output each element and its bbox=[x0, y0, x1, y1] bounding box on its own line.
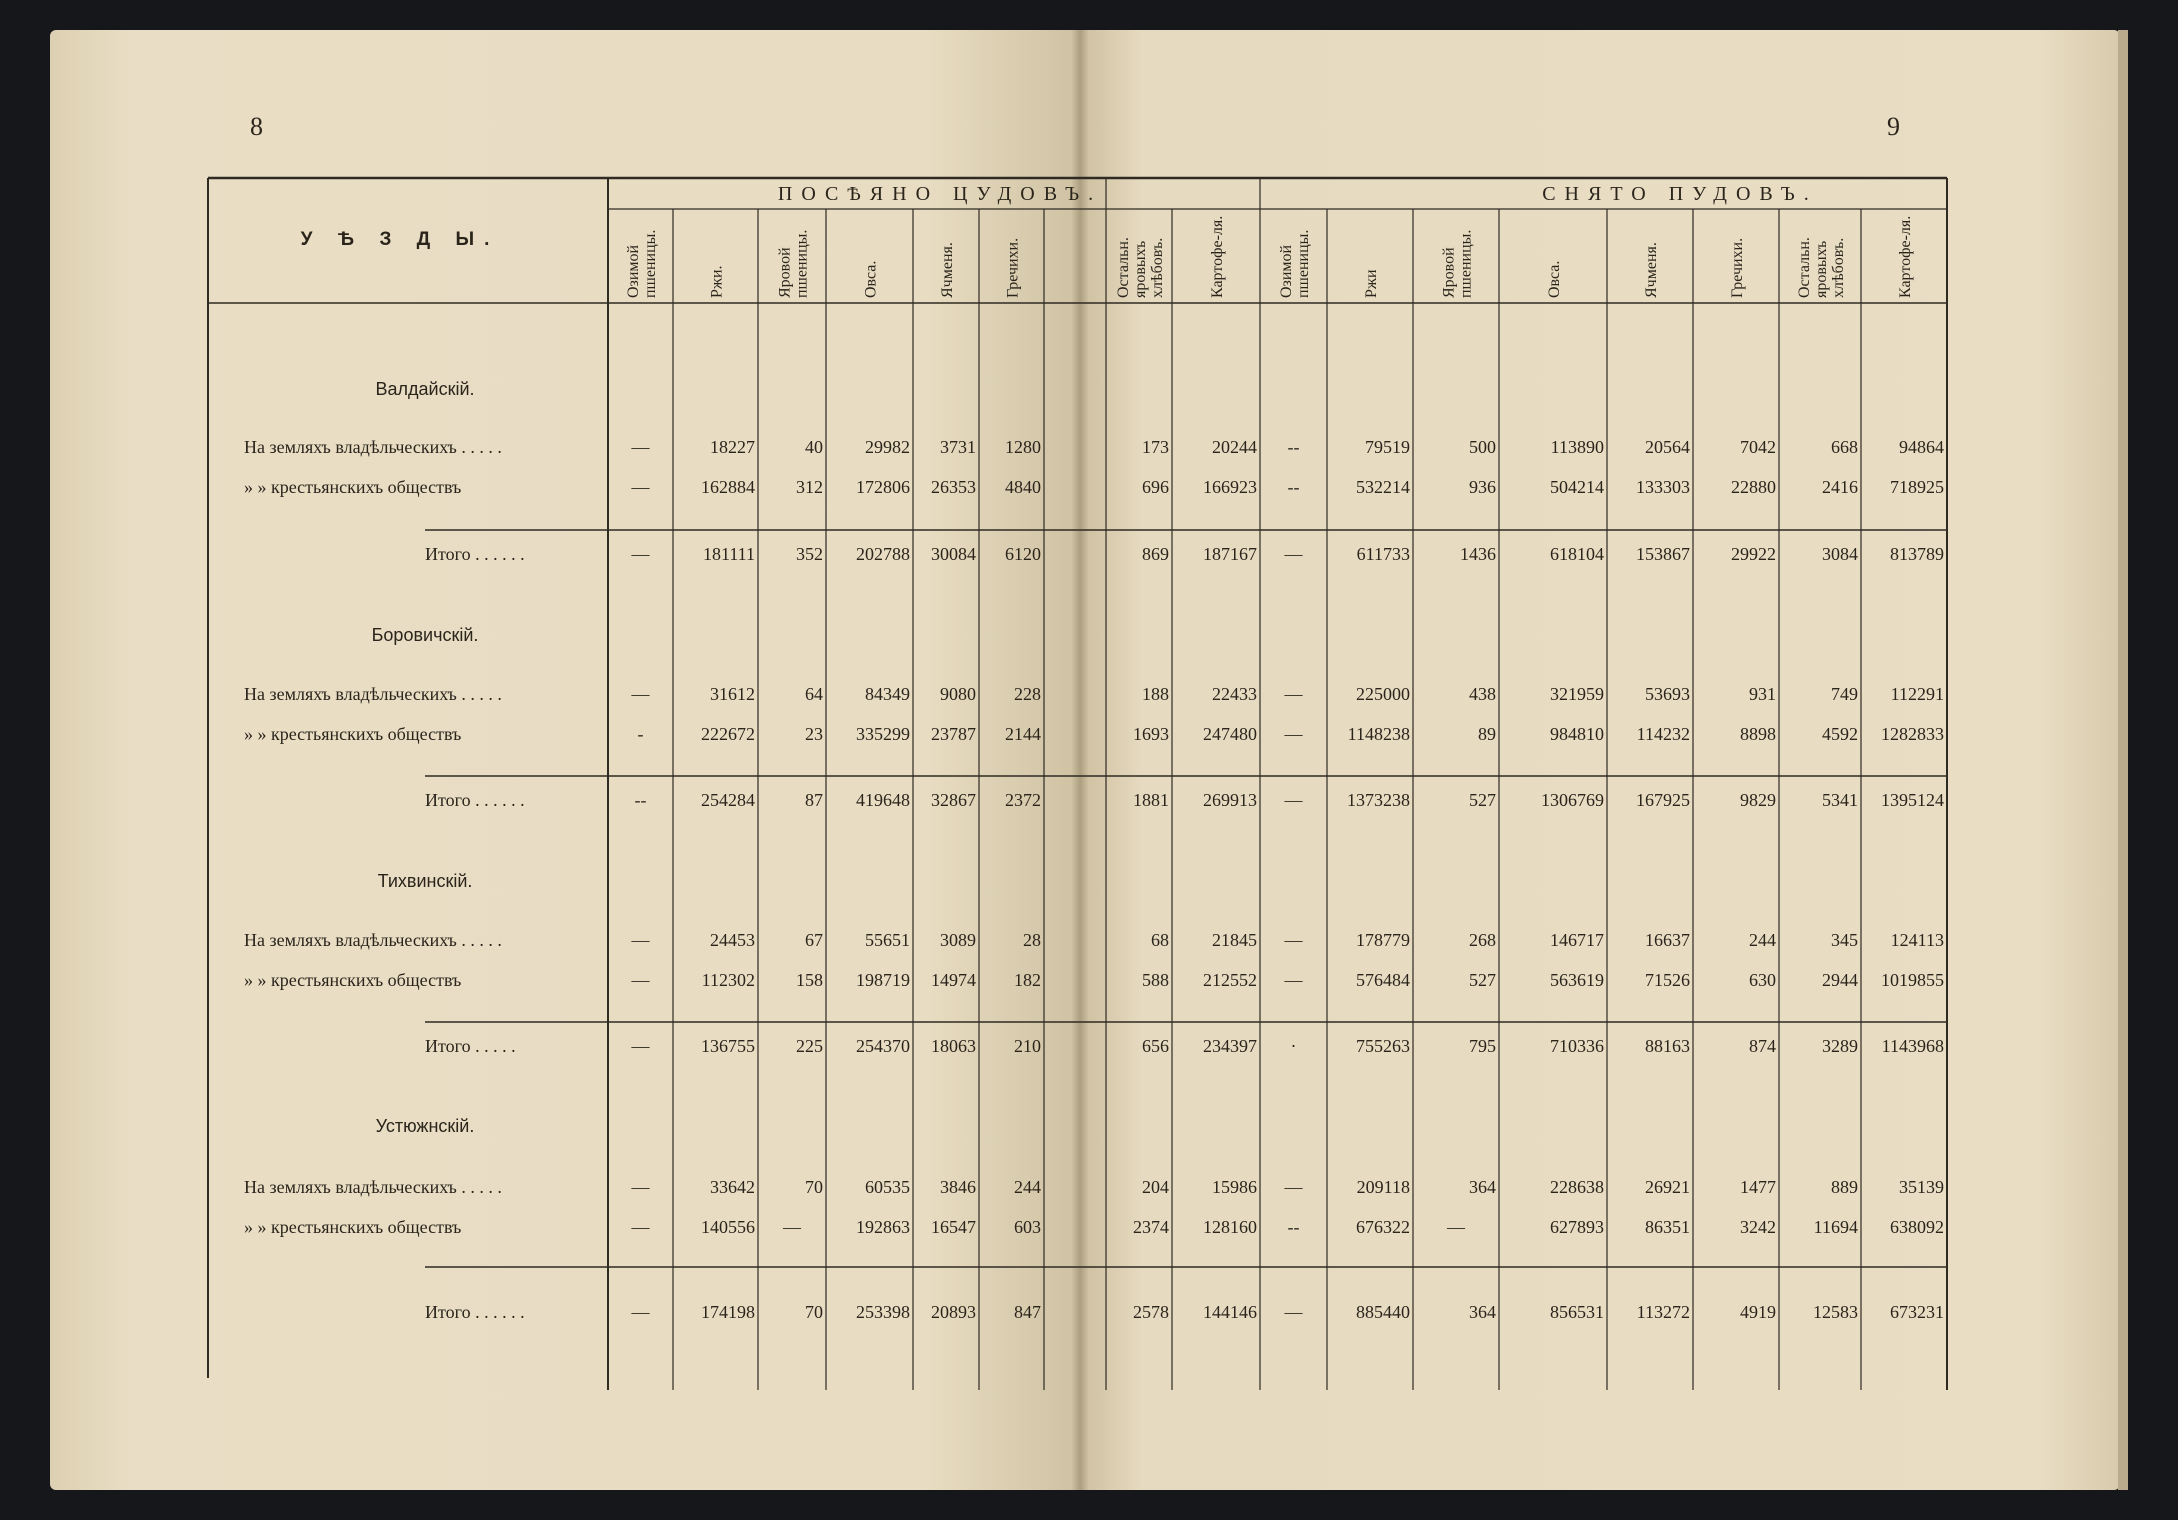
table-cell: — bbox=[631, 1036, 650, 1056]
table-cell: 630 bbox=[1749, 970, 1776, 990]
table-cell: 31612 bbox=[710, 684, 755, 704]
row-label: » » крестьянскихъ обществъ bbox=[244, 724, 462, 744]
table-cell: - bbox=[637, 724, 644, 744]
harvest-column-header: Озимой bbox=[1278, 244, 1295, 298]
table-cell: 79519 bbox=[1365, 437, 1410, 457]
district-name: Валдайскій. bbox=[375, 379, 475, 399]
harvest-column-header: Ячменя. bbox=[1643, 242, 1660, 298]
table-cell: 3846 bbox=[940, 1177, 976, 1197]
table-cell: 178779 bbox=[1356, 930, 1410, 950]
table-cell: 112291 bbox=[1890, 684, 1944, 704]
table-cell: 813789 bbox=[1890, 544, 1944, 564]
table-cell: 254284 bbox=[701, 790, 755, 810]
sown-column-header: Овса. bbox=[862, 260, 880, 298]
table-cell: 710336 bbox=[1550, 1036, 1604, 1056]
table-cell: 312 bbox=[796, 477, 823, 497]
table-cell: 364 bbox=[1469, 1302, 1496, 1322]
table-cell: 931 bbox=[1749, 684, 1776, 704]
sown-column-header: Остальн. bbox=[1115, 237, 1132, 298]
table-cell: 35139 bbox=[1899, 1177, 1944, 1197]
table-cell: 198719 bbox=[856, 970, 910, 990]
table-cell: 335299 bbox=[856, 724, 910, 744]
table-cell: — bbox=[631, 684, 650, 704]
total-row-label: Итого . . . . . . bbox=[425, 544, 525, 564]
table-cell: -- bbox=[1287, 477, 1300, 497]
table-cell: 4592 bbox=[1822, 724, 1858, 744]
table-cell: 321959 bbox=[1550, 684, 1604, 704]
table-cell: 3089 bbox=[940, 930, 976, 950]
total-row-label: Итого . . . . . bbox=[425, 1036, 516, 1056]
table-cell: 2578 bbox=[1133, 1302, 1169, 1322]
sown-group-header: ПОСѢЯНО ЦУДОВЪ. bbox=[777, 183, 1103, 205]
table-cell: 856531 bbox=[1550, 1302, 1604, 1322]
harvest-column-header: Яровой bbox=[1440, 247, 1458, 298]
table-cell: 204 bbox=[1142, 1177, 1169, 1197]
table-cell: 1019855 bbox=[1881, 970, 1944, 990]
table-cell: 1395124 bbox=[1881, 790, 1944, 810]
table-cell: 563619 bbox=[1550, 970, 1604, 990]
row-label: » » крестьянскихъ обществъ bbox=[244, 1217, 462, 1237]
table-cell: 112302 bbox=[701, 970, 755, 990]
table-cell: 53693 bbox=[1645, 684, 1690, 704]
table-cell: 885440 bbox=[1356, 1302, 1410, 1322]
harvest-column-header: пшеницы. bbox=[1457, 229, 1475, 298]
table-cell: 1881 bbox=[1133, 790, 1169, 810]
table-cell: 11694 bbox=[1813, 1217, 1858, 1237]
sown-column-header: хлѣбовъ. bbox=[1149, 237, 1166, 298]
row-label: » » крестьянскихъ обществъ bbox=[244, 970, 462, 990]
table-cell: 1143968 bbox=[1881, 1036, 1944, 1056]
sown-column-header: Картофе-ля. bbox=[1209, 215, 1226, 298]
table-cell: 696 bbox=[1142, 477, 1169, 497]
table-cell: — bbox=[1284, 1302, 1303, 1322]
table-cell: 225000 bbox=[1356, 684, 1410, 704]
table-cell: 202788 bbox=[856, 544, 910, 564]
table-cell: 84349 bbox=[865, 684, 910, 704]
table-cell: 3242 bbox=[1740, 1217, 1776, 1237]
table-cell: 2372 bbox=[1005, 790, 1041, 810]
table-cell: 162884 bbox=[701, 477, 755, 497]
sown-column-header: Ячменя. bbox=[939, 242, 956, 298]
table-cell: 16637 bbox=[1645, 930, 1690, 950]
harvest-group-header: СНЯТО ПУДОВЪ. bbox=[1542, 183, 1818, 205]
table-cell: 9080 bbox=[940, 684, 976, 704]
table-cell: 611733 bbox=[1356, 544, 1410, 564]
row-label: На земляхъ владѣльческихъ . . . . . bbox=[244, 930, 502, 950]
table-cell: 182 bbox=[1014, 970, 1041, 990]
table-cell: 504214 bbox=[1550, 477, 1604, 497]
table-cell: 2144 bbox=[1005, 724, 1041, 744]
table-cell: 128160 bbox=[1203, 1217, 1257, 1237]
table-cell: 618104 bbox=[1550, 544, 1604, 564]
table-cell: — bbox=[631, 544, 650, 564]
table-cell: 676322 bbox=[1356, 1217, 1410, 1237]
table-cell: 89 bbox=[1478, 724, 1496, 744]
table-cell: — bbox=[1284, 970, 1303, 990]
table-cell: — bbox=[631, 930, 650, 950]
table-cell: 234397 bbox=[1203, 1036, 1257, 1056]
table-cell: 172806 bbox=[856, 477, 910, 497]
table-cell: 936 bbox=[1469, 477, 1496, 497]
table-cell: 22880 bbox=[1731, 477, 1776, 497]
total-row-label: Итого . . . . . . bbox=[425, 790, 525, 810]
table-cell: 71526 bbox=[1645, 970, 1690, 990]
table-cell: 70 bbox=[805, 1177, 823, 1197]
sown-column-header: яровыхъ bbox=[1132, 240, 1149, 298]
table-cell: 638092 bbox=[1890, 1217, 1944, 1237]
table-cell: 1373238 bbox=[1347, 790, 1410, 810]
table-cell: 70 bbox=[805, 1302, 823, 1322]
table-cell: 795 bbox=[1469, 1036, 1496, 1056]
harvest-column-header: Гречихи. bbox=[1729, 237, 1746, 298]
table-cell: 244 bbox=[1749, 930, 1776, 950]
table-cell: 12583 bbox=[1813, 1302, 1858, 1322]
table-cell: 532214 bbox=[1356, 477, 1410, 497]
table-cell: 345 bbox=[1831, 930, 1858, 950]
table-cell: 158 bbox=[796, 970, 823, 990]
table-cell: 364 bbox=[1469, 1177, 1496, 1197]
table-cell: — bbox=[631, 437, 650, 457]
table-cell: 40 bbox=[805, 437, 823, 457]
table-cell: 247480 bbox=[1203, 724, 1257, 744]
table-cell: 67 bbox=[805, 930, 823, 950]
table-cell: 656 bbox=[1142, 1036, 1169, 1056]
sown-column-header: Ржи. bbox=[708, 265, 726, 298]
table-cell: 268 bbox=[1469, 930, 1496, 950]
table-cell: 174198 bbox=[701, 1302, 755, 1322]
table-cell: 527 bbox=[1469, 970, 1496, 990]
table-cell: 673231 bbox=[1890, 1302, 1944, 1322]
table-cell: 88163 bbox=[1645, 1036, 1690, 1056]
table-cell: 166923 bbox=[1203, 477, 1257, 497]
table-cell: 7042 bbox=[1740, 437, 1776, 457]
page-number-right: 9 bbox=[1887, 112, 1900, 141]
table-cell: · bbox=[1290, 1036, 1297, 1056]
table-cell: — bbox=[783, 1217, 801, 1237]
table-cell: 28 bbox=[1023, 930, 1041, 950]
table-cell: 144146 bbox=[1203, 1302, 1257, 1322]
table-cell: 124113 bbox=[1890, 930, 1944, 950]
table-cell: 352 bbox=[796, 544, 823, 564]
table-cell: 984810 bbox=[1550, 724, 1604, 744]
table-cell: 33642 bbox=[710, 1177, 755, 1197]
table-cell: 749 bbox=[1831, 684, 1858, 704]
table-cell: 136755 bbox=[701, 1036, 755, 1056]
table-cell: 16547 bbox=[931, 1217, 976, 1237]
table-cell: 1436 bbox=[1460, 544, 1496, 564]
table-cell: 1693 bbox=[1133, 724, 1169, 744]
table-cell: 603 bbox=[1014, 1217, 1041, 1237]
table-cell: 29982 bbox=[865, 437, 910, 457]
table-cell: 22433 bbox=[1212, 684, 1257, 704]
row-label: На земляхъ владѣльческихъ . . . . . bbox=[244, 1177, 502, 1197]
table-cell: 269913 bbox=[1203, 790, 1257, 810]
table-cell: 869 bbox=[1142, 544, 1169, 564]
table-cell: 6120 bbox=[1005, 544, 1041, 564]
table-cell: 187167 bbox=[1203, 544, 1257, 564]
table-cell: 32867 bbox=[931, 790, 976, 810]
table-cell: 3731 bbox=[940, 437, 976, 457]
table-cell: 14974 bbox=[931, 970, 976, 990]
table-cell: 153867 bbox=[1636, 544, 1690, 564]
sown-column-header: Гречихи. bbox=[1004, 237, 1022, 298]
table-cell: 1148238 bbox=[1347, 724, 1410, 744]
page-number-left: 8 bbox=[250, 112, 263, 141]
table-cell: 209118 bbox=[1356, 1177, 1410, 1197]
table-cell: 20564 bbox=[1645, 437, 1690, 457]
table-cell: -- bbox=[634, 790, 647, 810]
table-cell: 500 bbox=[1469, 437, 1496, 457]
table-cell: 188 bbox=[1142, 684, 1169, 704]
table-cell: — bbox=[631, 970, 650, 990]
table-cell: — bbox=[1284, 1177, 1303, 1197]
table-cell: 23 bbox=[805, 724, 823, 744]
sown-column-header: пшеницы. bbox=[793, 229, 811, 298]
table-cell: 718925 bbox=[1890, 477, 1944, 497]
table-cell: 4840 bbox=[1005, 477, 1041, 497]
table-cell: 68 bbox=[1151, 930, 1169, 950]
table-cell: 20244 bbox=[1212, 437, 1257, 457]
table-cell: — bbox=[1284, 544, 1303, 564]
table-cell: 29922 bbox=[1731, 544, 1776, 564]
table-cell: — bbox=[1284, 724, 1303, 744]
harvest-column-header: яровыхъ bbox=[1813, 240, 1830, 298]
table-cell: 212552 bbox=[1203, 970, 1257, 990]
table-cell: 64 bbox=[805, 684, 823, 704]
table-cell: 26353 bbox=[931, 477, 976, 497]
table-cell: 225 bbox=[796, 1036, 823, 1056]
table-cell: 253398 bbox=[856, 1302, 910, 1322]
district-name: Устюжнскій. bbox=[375, 1116, 475, 1136]
table-cell: 26921 bbox=[1645, 1177, 1690, 1197]
table-cell: 3289 bbox=[1822, 1036, 1858, 1056]
harvest-column-header: Овса. bbox=[1546, 260, 1563, 298]
district-name: Боровичскій. bbox=[371, 625, 479, 645]
sown-column-header: пшеницы. bbox=[642, 229, 659, 298]
table-cell: — bbox=[631, 1177, 650, 1197]
table-cell: 20893 bbox=[931, 1302, 976, 1322]
table-cell: 24453 bbox=[710, 930, 755, 950]
table-cell: 3084 bbox=[1822, 544, 1858, 564]
table-cell: 114232 bbox=[1636, 724, 1690, 744]
table-cell: 8898 bbox=[1740, 724, 1776, 744]
table-cell: 755263 bbox=[1356, 1036, 1410, 1056]
table-cell: 4919 bbox=[1740, 1302, 1776, 1322]
table-cell: 113890 bbox=[1550, 437, 1604, 457]
table-cell: 30084 bbox=[931, 544, 976, 564]
harvest-column-header: пшеницы. bbox=[1295, 229, 1312, 298]
table-cell: 889 bbox=[1831, 1177, 1858, 1197]
harvest-column-header: хлѣбовъ. bbox=[1830, 237, 1847, 298]
table-cell: 2374 bbox=[1133, 1217, 1169, 1237]
table-cell: 146717 bbox=[1550, 930, 1604, 950]
table-cell: 588 bbox=[1142, 970, 1169, 990]
table-cell: 86351 bbox=[1645, 1217, 1690, 1237]
table-cell: 140556 bbox=[701, 1217, 755, 1237]
table-cell: 94864 bbox=[1899, 437, 1944, 457]
table-cell: 18063 bbox=[931, 1036, 976, 1056]
row-label: На земляхъ владѣльческихъ . . . . . bbox=[244, 437, 502, 457]
table-cell: -- bbox=[1287, 437, 1300, 457]
table-cell: 228 bbox=[1014, 684, 1041, 704]
table-cell: 668 bbox=[1831, 437, 1858, 457]
table-cell: — bbox=[631, 477, 650, 497]
table-cell: 228638 bbox=[1550, 1177, 1604, 1197]
table-cell: 55651 bbox=[865, 930, 910, 950]
table-cell: 167925 bbox=[1636, 790, 1690, 810]
table-cell: 222672 bbox=[701, 724, 755, 744]
table-cell: — bbox=[1284, 684, 1303, 704]
table-cell: 1477 bbox=[1740, 1177, 1776, 1197]
district-column-header: У Ѣ З Д Ы. bbox=[300, 229, 500, 250]
table-cell: 173 bbox=[1142, 437, 1169, 457]
table-cell: 210 bbox=[1014, 1036, 1041, 1056]
table-cell: — bbox=[1284, 790, 1303, 810]
table-cell: 874 bbox=[1749, 1036, 1776, 1056]
table-cell: — bbox=[631, 1217, 650, 1237]
sown-column-header: Яровой bbox=[776, 247, 794, 298]
table-cell: 527 bbox=[1469, 790, 1496, 810]
total-row-label: Итого . . . . . . bbox=[425, 1302, 525, 1322]
table-cell: 1306769 bbox=[1541, 790, 1604, 810]
table-cell: -- bbox=[1287, 1217, 1300, 1237]
table-cell: 133303 bbox=[1636, 477, 1690, 497]
table-cell: 1280 bbox=[1005, 437, 1041, 457]
row-label: » » крестьянскихъ обществъ bbox=[244, 477, 462, 497]
table-cell: 2416 bbox=[1822, 477, 1858, 497]
table-cell: 438 bbox=[1469, 684, 1496, 704]
table-cell: 2944 bbox=[1822, 970, 1858, 990]
sown-column-header: Озимой bbox=[625, 244, 642, 298]
table-cell: 576484 bbox=[1356, 970, 1410, 990]
table-cell: 113272 bbox=[1636, 1302, 1690, 1322]
table-cell: — bbox=[1447, 1217, 1465, 1237]
table-cell: 5341 bbox=[1822, 790, 1858, 810]
table-cell: 21845 bbox=[1212, 930, 1257, 950]
table-cell: 627893 bbox=[1550, 1217, 1604, 1237]
table-cell: 60535 bbox=[865, 1177, 910, 1197]
table-cell: 181111 bbox=[703, 544, 755, 564]
district-name: Тихвинскій. bbox=[377, 871, 473, 891]
harvest-column-header: Остальн. bbox=[1796, 237, 1813, 298]
table-cell: 192863 bbox=[856, 1217, 910, 1237]
table-cell: 1282833 bbox=[1881, 724, 1944, 744]
row-label: На земляхъ владѣльческихъ . . . . . bbox=[244, 684, 502, 704]
table-cell: 847 bbox=[1014, 1302, 1041, 1322]
table-cell: 419648 bbox=[856, 790, 910, 810]
table-cell: 9829 bbox=[1740, 790, 1776, 810]
harvest-column-header: Ржи bbox=[1363, 269, 1380, 298]
table-cell: 23787 bbox=[931, 724, 976, 744]
table-cell: — bbox=[631, 1302, 650, 1322]
harvest-column-header: Картофе-ля. bbox=[1897, 215, 1914, 298]
table-cell: 244 bbox=[1014, 1177, 1041, 1197]
table-cell: 87 bbox=[805, 790, 823, 810]
table-cell: 254370 bbox=[856, 1036, 910, 1056]
table-cell: — bbox=[1284, 930, 1303, 950]
table-cell: 15986 bbox=[1212, 1177, 1257, 1197]
table-cell: 18227 bbox=[710, 437, 755, 457]
